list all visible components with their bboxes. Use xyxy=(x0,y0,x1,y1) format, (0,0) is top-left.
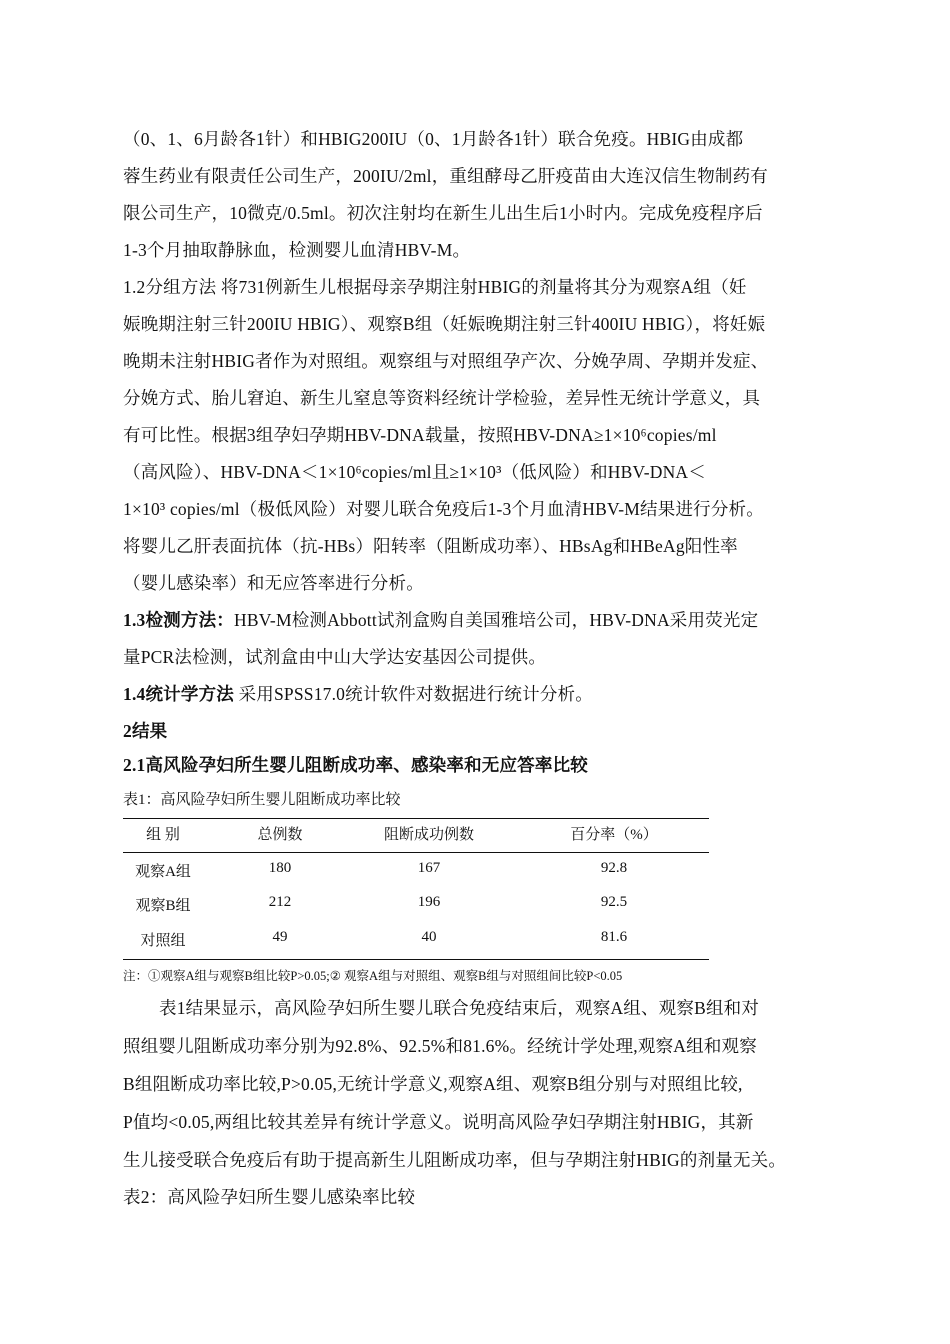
results-heading: 2结果 xyxy=(123,721,168,741)
section-1-2-line: 1.2分组方法 将731例新生儿根据母亲孕期注射HBIG的剂量将其分为观察A组（妊 xyxy=(123,277,747,297)
paragraph-line: 1-3个月抽取静脉血，检测婴儿血清HBV-M。 xyxy=(123,240,471,260)
section-1-4-line xyxy=(123,681,593,706)
table-header-cell: 百分率（%） xyxy=(570,827,658,843)
table-cell: 81.6 xyxy=(600,929,628,945)
table-header-cell: 阻断成功例数 xyxy=(383,827,475,843)
table-cell: 观察A组 xyxy=(135,864,191,880)
section-1-3-line xyxy=(123,607,758,632)
table-header-rule xyxy=(123,852,709,853)
section-1-2-line: 有可比性。根据3组孕妇孕期HBV-DNA载量，按照HBV-DNA≥1×10⁶copies/ml xyxy=(123,425,717,445)
section-1-4-heading: 1.4统计学方法 xyxy=(123,684,234,704)
table-cell: 40 xyxy=(421,929,437,945)
section-1-3-text: HBV-M检测Abbott试剂盒购自美国雅培公司，HBV-DNA采用荧光定 xyxy=(233,610,759,630)
table-cell: 92.5 xyxy=(600,894,628,910)
paragraph-line: 限公司生产，10微克/0.5ml。初次注射均在新生儿出生后1小时内。完成免疫程序后 xyxy=(123,203,763,223)
paragraph-line: 蓉生药业有限责任公司生产，200IU/2ml，重组酵母乙肝疫苗由大连汉信生物制药有 xyxy=(123,166,768,186)
table-cell: 对照组 xyxy=(140,933,186,949)
analysis-line: B组阻断成功率比较,P>0.05,无统计学意义,观察A组、观察B组分别与对照组比较, xyxy=(123,1074,743,1094)
section-1-3-line: 量PCR法检测，试剂盒由中山大学达安基因公司提供。 xyxy=(123,647,547,667)
section-1-2-line: （婴儿感染率）和无应答率进行分析。 xyxy=(123,573,424,593)
analysis-line: P值均<0.05,两组比较其差异有统计学意义。说明高风险孕妇孕期注射HBIG，其新 xyxy=(123,1112,754,1132)
table-note: 注：①观察A组与观察B组比较P>0.05;② 观察A组与对照组、观察B组与对照组间比较P<0.05 xyxy=(123,969,623,983)
table-caption: 表1：高风险孕妇所生婴儿阻断成功率比较 xyxy=(123,792,401,808)
table-cell: 180 xyxy=(268,860,292,876)
section-1-2-line: （高风险）、HBV-DNA＜1×10⁶copies/ml且≥1×10³（低风险）和HBV-DNA＜ xyxy=(123,462,706,482)
table-bottom-rule xyxy=(123,959,709,960)
table-cell: 212 xyxy=(268,894,292,910)
section-1-4-text: 采用SPSS17.0统计软件对数据进行统计分析。 xyxy=(238,684,593,704)
section-1-3-heading: 1.3检测方法： xyxy=(123,610,234,630)
analysis-line: 照组婴儿阻断成功率分别为92.8%、92.5%和81.6%。经统计学处理,观察A组和观察 xyxy=(123,1036,757,1056)
table-cell: 92.8 xyxy=(600,860,628,876)
table-cell: 49 xyxy=(272,929,288,945)
table-cell: 167 xyxy=(417,860,441,876)
section-1-2-line: 晚期未注射HBIG者作为对照组。观察组与对照组孕产次、分娩孕周、孕期并发症、 xyxy=(123,351,769,371)
section-1-2-line: 娠晚期注射三针200IU HBIG）、观察B组（妊娠晚期注射三针400IU HBIG），将妊娠 xyxy=(123,314,766,334)
results-subheading: 2.1高风险孕妇所生婴儿阻断成功率、感染率和无应答率比较 xyxy=(123,755,588,775)
table-cell: 观察B组 xyxy=(135,898,191,914)
section-1-2-line: 1×10³ copies/ml（极低风险）对婴儿联合免疫后1-3个月血清HBV-M结果进行分析。 xyxy=(123,499,764,519)
table-header-cell: 组 别 xyxy=(146,827,180,843)
table-cell: 196 xyxy=(417,894,441,910)
table-header-cell: 总例数 xyxy=(257,827,303,843)
table-2-caption: 表2：高风险孕妇所生婴儿感染率比较 xyxy=(123,1187,416,1207)
analysis-line: 生儿接受联合免疫后有助于提高新生儿阻断成功率，但与孕期注射HBIG的剂量无关。 xyxy=(123,1150,787,1170)
section-1-2-line: 将婴儿乙肝表面抗体（抗-HBs）阳转率（阻断成功率）、HBsAg和HBeAg阳性率 xyxy=(123,536,738,556)
section-1-2-line: 分娩方式、胎儿窘迫、新生儿窒息等资料经统计学检验，差异性无统计学意义，具 xyxy=(123,388,761,408)
analysis-line: 表1结果显示，高风险孕妇所生婴儿联合免疫结束后，观察A组、观察B组和对 xyxy=(159,998,760,1018)
paragraph-line: （0、1、6月龄各1针）和HBIG200IU（0、1月龄各1针）联合免疫。HBIG由成都 xyxy=(123,129,744,149)
table-top-rule xyxy=(123,818,709,819)
